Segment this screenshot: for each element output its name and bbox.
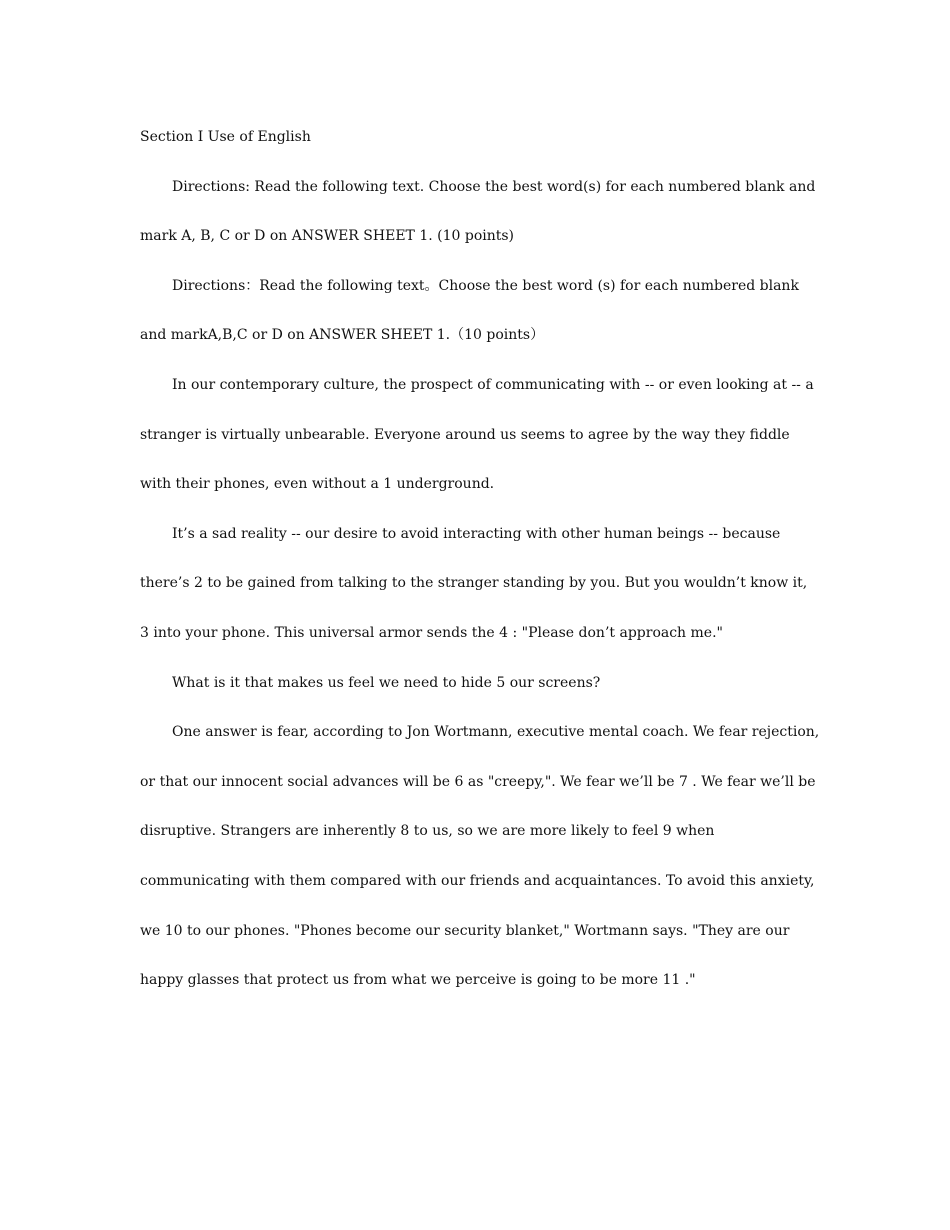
directions-paragraph-en: Directions: Read the following text. Choose the best word(s) for each numbered blank and mark A, B, C or D on ANSWER SHEET 1. (10 points) bbox=[140, 178, 816, 245]
text-paragraph-4: One answer is fear, according to Jon Wortmann, executive mental coach. We fear rejection, or that our innocent social advances will be 6 as "creepy,". We fear we’ll be 7 . We fear we’ll be disruptive. Strangers are inherently 8 to us, so we are more likely to feel 9 when communicating with them compared with our friends and acquaintances. To avoid this anxiety, we 10 to our phones. "Phones become our security blanket," Wortmann says. "They are our happy glasses that protect us from what we perceive is going to be more 11 ." bbox=[140, 724, 820, 989]
text-paragraph-2: It’s a sad reality -- our desire to avoid interacting with other human beings -- because there’s 2 to be gained from talking to the stranger standing by you. But you wouldn’t know it, 3 into your phone. This universal armor sends the 4 : "Please don’t approach me." bbox=[140, 525, 808, 641]
section-heading: Section Ⅰ Use of English bbox=[140, 129, 311, 145]
text-paragraph-3: What is it that makes us feel we need to hide 5 our screens? bbox=[172, 674, 601, 691]
directions-paragraph-cn-punct: Directions：Read the following text。Choose the best word (s) for each numbered blank and markA,B,C or D on ANSWER SHEET 1.（10 points） bbox=[140, 277, 799, 344]
document-body bbox=[140, 113, 820, 1006]
text-paragraph-1: In our contemporary culture, the prospect of communicating with -- or even looking at -- a stranger is virtually unbearable. Everyone around us seems to agree by the way they fiddle with their phones, even without a 1 underground. bbox=[140, 376, 814, 493]
